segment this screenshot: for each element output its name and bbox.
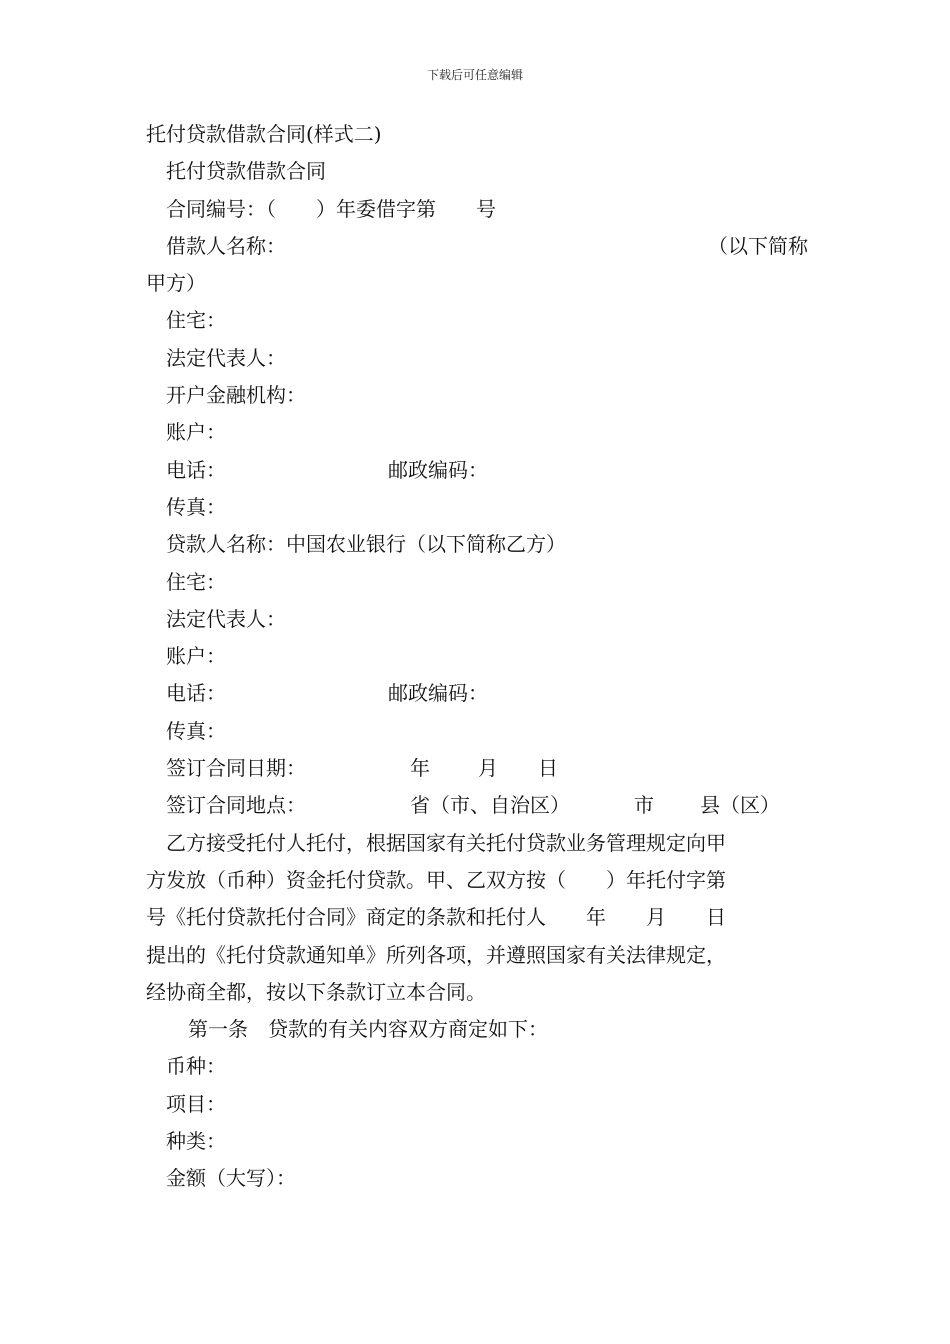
lender-legal-rep: 法定代表人： xyxy=(166,606,286,631)
contract-number: 合同编号：（ ）年委借字第 号 xyxy=(166,196,496,221)
paragraph-line-2: 方发放（币种）资金托付贷款。甲、乙双方按（ ）年托付字第 xyxy=(146,867,726,892)
lender-fax: 传真： xyxy=(166,718,226,743)
document-body xyxy=(146,116,808,1198)
paragraph-line-1: 乙方接受托付人托付，根据国家有关托付贷款业务管理规定向甲 xyxy=(166,830,726,855)
sign-date-day: 日 xyxy=(538,756,558,781)
sign-date-row xyxy=(146,750,808,787)
lender-account: 账户： xyxy=(166,644,226,669)
borrower-phone-row xyxy=(146,452,808,489)
borrower-phone: 电话： xyxy=(166,457,226,482)
borrower-account: 账户： xyxy=(166,420,226,445)
sign-date-month: 月 xyxy=(478,756,498,781)
sign-place-county: 县（区） xyxy=(700,793,780,818)
sign-place-city: 市 xyxy=(634,793,654,818)
loan-type: 种类： xyxy=(166,1129,226,1154)
paragraph-line-4: 提出的《托付贷款通知单》所列各项，并遵照国家有关法律规定， xyxy=(146,942,726,967)
borrower-legal-rep: 法定代表人： xyxy=(166,345,286,370)
sign-place-label: 签订合同地点： xyxy=(166,793,306,818)
paragraph-line-5: 经协商全都，按以下条款订立本合同。 xyxy=(146,979,486,1004)
lender-name: 贷款人名称：中国农业银行（以下简称乙方） xyxy=(166,532,566,557)
sign-date-label: 签订合同日期： xyxy=(166,756,306,781)
document-title: 托付贷款借款合同(样式二) xyxy=(146,122,382,146)
sign-place-row xyxy=(146,787,808,824)
document-subtitle: 托付贷款借款合同 xyxy=(166,159,326,184)
borrower-name-suffix: （以下简称 xyxy=(708,233,808,258)
sign-date-year: 年 xyxy=(410,756,430,781)
borrower-name-continuation: 甲方） xyxy=(146,271,206,296)
lender-postcode: 邮政编码： xyxy=(388,681,488,706)
loan-project: 项目： xyxy=(166,1091,226,1116)
borrower-fax: 传真： xyxy=(166,494,226,519)
borrower-name-row xyxy=(146,228,808,265)
sign-place-province: 省（市、自治区） xyxy=(410,793,570,818)
borrower-postcode: 邮政编码： xyxy=(388,457,488,482)
loan-currency: 币种： xyxy=(166,1054,226,1079)
borrower-bank: 开户金融机构： xyxy=(166,383,306,408)
page-header: 下载后可任意编辑 xyxy=(426,68,523,82)
lender-phone-row xyxy=(146,675,808,712)
borrower-name-label: 借款人名称： xyxy=(166,233,286,258)
paragraph-line-3: 号《托付贷款托付合同》商定的条款和托付人 年 月 日 xyxy=(146,905,726,930)
lender-phone: 电话： xyxy=(166,681,226,706)
borrower-address: 住宅： xyxy=(166,308,226,333)
article-1: 第一条 贷款的有关内容双方商定如下： xyxy=(188,1017,548,1042)
loan-amount: 金额（大写）： xyxy=(166,1166,296,1191)
lender-address: 住宅： xyxy=(166,569,226,594)
